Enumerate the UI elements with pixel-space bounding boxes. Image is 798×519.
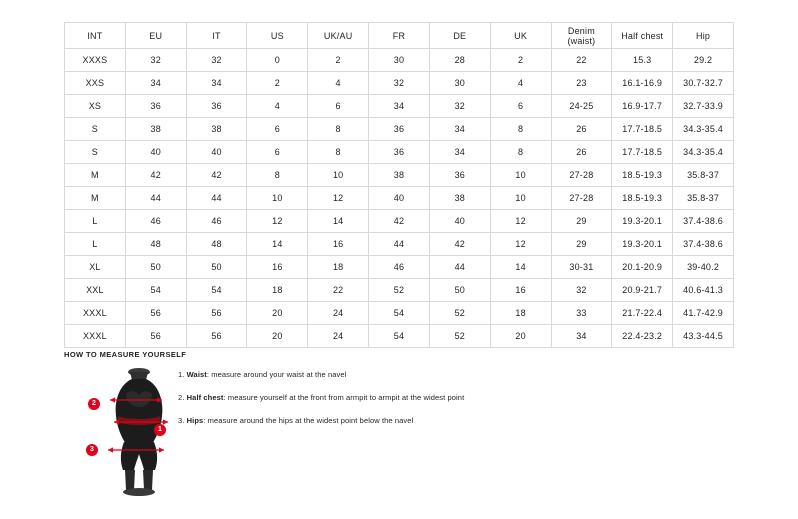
table-cell: XXL [65,279,126,302]
table-cell: M [65,187,126,210]
table-cell: 34 [429,141,490,164]
table-cell: 12 [490,233,551,256]
table-row [65,118,734,141]
table-cell: 34.3-35.4 [673,118,734,141]
table-cell: 16 [247,256,308,279]
measure-instruction-text: : measure yourself at the front from armpit to armpit at the widest point [223,393,465,402]
table-cell: 48 [125,233,186,256]
table-cell: 36 [369,118,430,141]
table-column-header: EU [125,23,186,49]
table-cell: 24-25 [551,95,612,118]
table-column-header: Denim (waist) [551,23,612,49]
table-cell: 50 [429,279,490,302]
table-cell: M [65,164,126,187]
table-row [65,141,734,164]
table-cell: 40 [369,187,430,210]
table-cell: 29 [551,233,612,256]
table-cell: L [65,210,126,233]
table-cell: 32 [369,72,430,95]
table-body [65,49,734,348]
size-table-container [64,22,734,348]
table-row [65,187,734,210]
table-cell: 4 [247,95,308,118]
table-cell: 18 [308,256,369,279]
table-cell: 8 [308,118,369,141]
table-cell: 48 [186,233,247,256]
table-cell: 56 [186,325,247,348]
table-row [65,233,734,256]
measure-instruction [178,369,598,381]
measure-instruction-number: 1. [178,370,185,379]
table-cell: 17.7-18.5 [612,141,673,164]
table-cell: 10 [308,164,369,187]
table-cell: 33 [551,302,612,325]
table-cell: 16.1-16.9 [612,72,673,95]
measure-instruction [178,392,598,404]
table-cell: 52 [369,279,430,302]
table-cell: 4 [490,72,551,95]
table-header-row [65,23,734,49]
table-column-header: Half chest [612,23,673,49]
table-cell: 17.7-18.5 [612,118,673,141]
table-row [65,325,734,348]
table-cell: 8 [490,118,551,141]
table-cell: 2 [247,72,308,95]
table-cell: S [65,118,126,141]
table-cell: 54 [125,279,186,302]
table-cell: 27-28 [551,187,612,210]
table-cell: 23 [551,72,612,95]
table-column-header: Hip [673,23,734,49]
table-cell: 41.7-42.9 [673,302,734,325]
table-cell: 36 [429,164,490,187]
table-cell: 15.3 [612,49,673,72]
measure-badge-3: 3 [86,444,98,456]
table-cell: 38 [125,118,186,141]
table-cell: 38 [186,118,247,141]
table-cell: 34 [369,95,430,118]
table-cell: 42 [125,164,186,187]
table-cell: 44 [369,233,430,256]
measure-badge-1: 1 [154,424,166,436]
table-cell: XXXL [65,302,126,325]
table-cell: 52 [429,325,490,348]
table-cell: 20 [247,325,308,348]
table-cell: 2 [308,49,369,72]
table-cell: 40 [186,141,247,164]
table-cell: 0 [247,49,308,72]
table-cell: 19.3-20.1 [612,233,673,256]
table-cell: 14 [247,233,308,256]
table-cell: 46 [369,256,430,279]
table-header [65,23,734,49]
table-cell: 38 [429,187,490,210]
table-cell: 52 [429,302,490,325]
table-cell: 36 [125,95,186,118]
table-cell: 8 [308,141,369,164]
measure-instruction-number: 2. [178,393,185,402]
table-cell: 10 [247,187,308,210]
table-cell: 40.6-41.3 [673,279,734,302]
mannequin-illustration [96,364,185,500]
table-cell: 54 [369,302,430,325]
table-cell: 14 [308,210,369,233]
table-cell: 30 [429,72,490,95]
table-cell: 46 [125,210,186,233]
table-cell: 44 [186,187,247,210]
table-cell: 20 [247,302,308,325]
table-cell: 56 [186,302,247,325]
table-cell: 32 [186,49,247,72]
table-cell: 42 [186,164,247,187]
mannequin-svg [96,364,185,500]
table-cell: XS [65,95,126,118]
table-cell: XL [65,256,126,279]
table-cell: 12 [247,210,308,233]
measure-instruction [178,415,598,427]
table-row [65,279,734,302]
table-cell: 6 [308,95,369,118]
table-column-header: IT [186,23,247,49]
table-cell: 24 [308,325,369,348]
table-cell: 14 [490,256,551,279]
table-cell: 44 [125,187,186,210]
measure-instruction-term: Hips [186,416,204,425]
table-cell: 56 [125,302,186,325]
table-cell: XXXL [65,325,126,348]
table-cell: 38 [369,164,430,187]
table-cell: 6 [247,118,308,141]
table-cell: 18 [490,302,551,325]
table-cell: XXS [65,72,126,95]
table-cell: 10 [490,164,551,187]
table-column-header: UK [490,23,551,49]
table-row [65,302,734,325]
table-cell: 50 [186,256,247,279]
table-cell: 8 [490,141,551,164]
table-cell: 34 [429,118,490,141]
table-cell: 34 [125,72,186,95]
table-cell: 37.4-38.6 [673,210,734,233]
table-cell: 40 [125,141,186,164]
table-cell: 35.8-37 [673,187,734,210]
table-row [65,95,734,118]
table-cell: 54 [186,279,247,302]
table-row [65,164,734,187]
table-cell: 40 [429,210,490,233]
table-cell: 44 [429,256,490,279]
table-cell: 29.2 [673,49,734,72]
table-cell: 24 [308,302,369,325]
measure-instruction-text: : measure around your waist at the navel [206,370,347,379]
table-cell: 20.9-21.7 [612,279,673,302]
table-cell: 22.4-23.2 [612,325,673,348]
table-row [65,49,734,72]
table-cell: 22 [308,279,369,302]
table-cell: 16 [308,233,369,256]
table-column-header: DE [429,23,490,49]
table-cell: 39-40.2 [673,256,734,279]
table-cell: 32.7-33.9 [673,95,734,118]
table-row [65,72,734,95]
table-cell: 46 [186,210,247,233]
table-cell: 6 [247,141,308,164]
table-cell: 16 [490,279,551,302]
table-row [65,256,734,279]
table-cell: 32 [429,95,490,118]
table-cell: 35.8-37 [673,164,734,187]
table-cell: 37.4-38.6 [673,233,734,256]
table-cell: 34 [186,72,247,95]
table-cell: 29 [551,210,612,233]
table-cell: 42 [429,233,490,256]
table-cell: 34.3-35.4 [673,141,734,164]
size-conversion-table [64,22,734,348]
table-cell: 10 [490,187,551,210]
table-cell: 30-31 [551,256,612,279]
table-cell: 36 [186,95,247,118]
table-cell: 16.9-17.7 [612,95,673,118]
table-cell: 8 [247,164,308,187]
table-cell: 20 [490,325,551,348]
table-cell: 50 [125,256,186,279]
table-cell: 18 [247,279,308,302]
table-column-header: UK/AU [308,23,369,49]
table-cell: 32 [551,279,612,302]
table-cell: 28 [429,49,490,72]
table-cell: 36 [369,141,430,164]
table-cell: 19.3-20.1 [612,210,673,233]
table-cell: 18.5-19.3 [612,164,673,187]
table-cell: 26 [551,118,612,141]
table-cell: 54 [369,325,430,348]
table-cell: 2 [490,49,551,72]
table-cell: 4 [308,72,369,95]
table-cell: 34 [551,325,612,348]
table-cell: 12 [308,187,369,210]
measure-instruction-term: Half chest [186,393,224,402]
table-column-header: FR [369,23,430,49]
table-cell: 32 [125,49,186,72]
measure-instruction-term: Waist [186,370,207,379]
table-cell: 18.5-19.3 [612,187,673,210]
table-cell: 56 [125,325,186,348]
table-column-header: US [247,23,308,49]
table-cell: 30 [369,49,430,72]
table-cell: S [65,141,126,164]
measure-instruction-number: 3. [178,416,185,425]
how-to-measure-list [178,369,598,438]
table-cell: 20.1-20.9 [612,256,673,279]
table-cell: 43.3-44.5 [673,325,734,348]
table-cell: L [65,233,126,256]
table-cell: 42 [369,210,430,233]
table-cell: 27-28 [551,164,612,187]
measure-instruction-text: : measure around the hips at the widest point below the navel [203,416,414,425]
table-cell: XXXS [65,49,126,72]
table-column-header: INT [65,23,126,49]
how-to-measure-title: HOW TO MEASURE YOURSELF [64,350,187,359]
table-cell: 6 [490,95,551,118]
measure-badge-2: 2 [88,398,100,410]
table-cell: 21.7-22.4 [612,302,673,325]
table-cell: 26 [551,141,612,164]
table-cell: 22 [551,49,612,72]
table-cell: 30.7-32.7 [673,72,734,95]
table-row [65,210,734,233]
table-cell: 12 [490,210,551,233]
